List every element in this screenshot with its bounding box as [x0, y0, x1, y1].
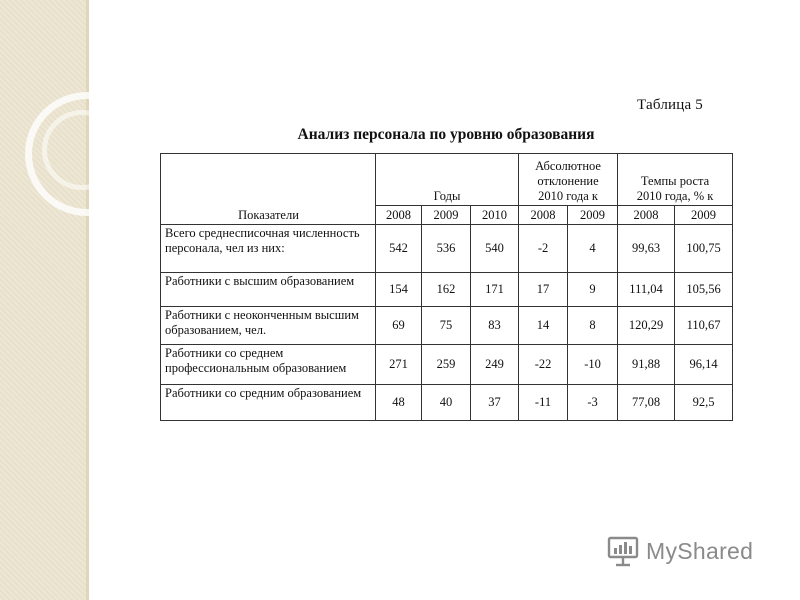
header-growth-line2: 2010 года, % к: [636, 189, 714, 203]
cell-abs-2009: 9: [568, 273, 618, 307]
header-growth-line1: Темпы роста: [640, 174, 710, 188]
cell-abs-2008: -22: [519, 345, 568, 385]
cell-growth-2008: 77,08: [618, 385, 675, 421]
decorative-side-strip: [0, 0, 88, 600]
cell-growth-2009: 100,75: [675, 225, 733, 273]
cell-abs-2009: -10: [568, 345, 618, 385]
table-row: [161, 385, 733, 421]
cell-2008: 542: [376, 225, 422, 273]
header-year-2009: 2009: [422, 206, 471, 225]
table-row: [161, 345, 733, 385]
presentation-board-icon: [606, 534, 640, 568]
header-abs-2009: 2009: [568, 206, 618, 225]
table-row: [161, 225, 733, 273]
education-analysis-table: [160, 153, 733, 421]
cell-growth-2008: 99,63: [618, 225, 675, 273]
cell-2010: 37: [471, 385, 519, 421]
row-label: Работники с высшим образованием: [161, 273, 376, 307]
cell-abs-2008: 17: [519, 273, 568, 307]
cell-2009: 259: [422, 345, 471, 385]
header-years: Годы: [376, 154, 519, 206]
cell-abs-2008: 14: [519, 307, 568, 345]
cell-2008: 69: [376, 307, 422, 345]
row-label: Работники со средним образованием: [161, 385, 376, 421]
cell-abs-2008: -2: [519, 225, 568, 273]
cell-2010: 171: [471, 273, 519, 307]
cell-2010: 540: [471, 225, 519, 273]
header-abs-dev-line3: 2010 года к: [538, 189, 598, 203]
cell-growth-2008: 91,88: [618, 345, 675, 385]
header-year-2008: 2008: [376, 206, 422, 225]
cell-abs-2009: 8: [568, 307, 618, 345]
row-label: Работники с неоконченным высшим образованием, чел.: [161, 307, 376, 345]
header-year-2010: 2010: [471, 206, 519, 225]
table-row: [161, 273, 733, 307]
cell-2009: 75: [422, 307, 471, 345]
cell-abs-2008: -11: [519, 385, 568, 421]
cell-growth-2009: 110,67: [675, 307, 733, 345]
cell-abs-2009: 4: [568, 225, 618, 273]
table-header-row-1: [161, 154, 733, 206]
header-growth-2009: 2009: [675, 206, 733, 225]
decorative-side-edge: [86, 0, 89, 600]
cell-2008: 154: [376, 273, 422, 307]
table-row: [161, 307, 733, 345]
cell-2009: 536: [422, 225, 471, 273]
header-abs-dev-line1: Абсолютное: [535, 159, 601, 173]
header-abs-2008: 2008: [519, 206, 568, 225]
header-growth-2008: 2008: [618, 206, 675, 225]
myshared-logo: [606, 534, 753, 568]
brand-text: MyShared: [646, 537, 754, 564]
cell-2008: 271: [376, 345, 422, 385]
decorative-ring-inner: [42, 110, 122, 190]
cell-2010: 83: [471, 307, 519, 345]
cell-2009: 40: [422, 385, 471, 421]
cell-2008: 48: [376, 385, 422, 421]
header-abs-dev-line2: отклонение: [537, 174, 599, 188]
cell-2010: 249: [471, 345, 519, 385]
cell-growth-2009: 105,56: [675, 273, 733, 307]
header-absolute-deviation: [519, 154, 618, 206]
row-label: Всего среднесписочная численность персонала, чел из них:: [161, 225, 376, 273]
cell-growth-2008: 120,29: [618, 307, 675, 345]
cell-growth-2009: 96,14: [675, 345, 733, 385]
header-growth-rate: [618, 154, 733, 206]
cell-growth-2008: 111,04: [618, 273, 675, 307]
cell-abs-2009: -3: [568, 385, 618, 421]
table-number: Таблица 5: [637, 97, 703, 113]
header-indicators: Показатели: [161, 154, 376, 225]
cell-growth-2009: 92,5: [675, 385, 733, 421]
row-label: Работники со среднем профессиональным образованием: [161, 345, 376, 385]
cell-2009: 162: [422, 273, 471, 307]
document-title: Анализ персонала по уровню образования: [297, 126, 595, 143]
